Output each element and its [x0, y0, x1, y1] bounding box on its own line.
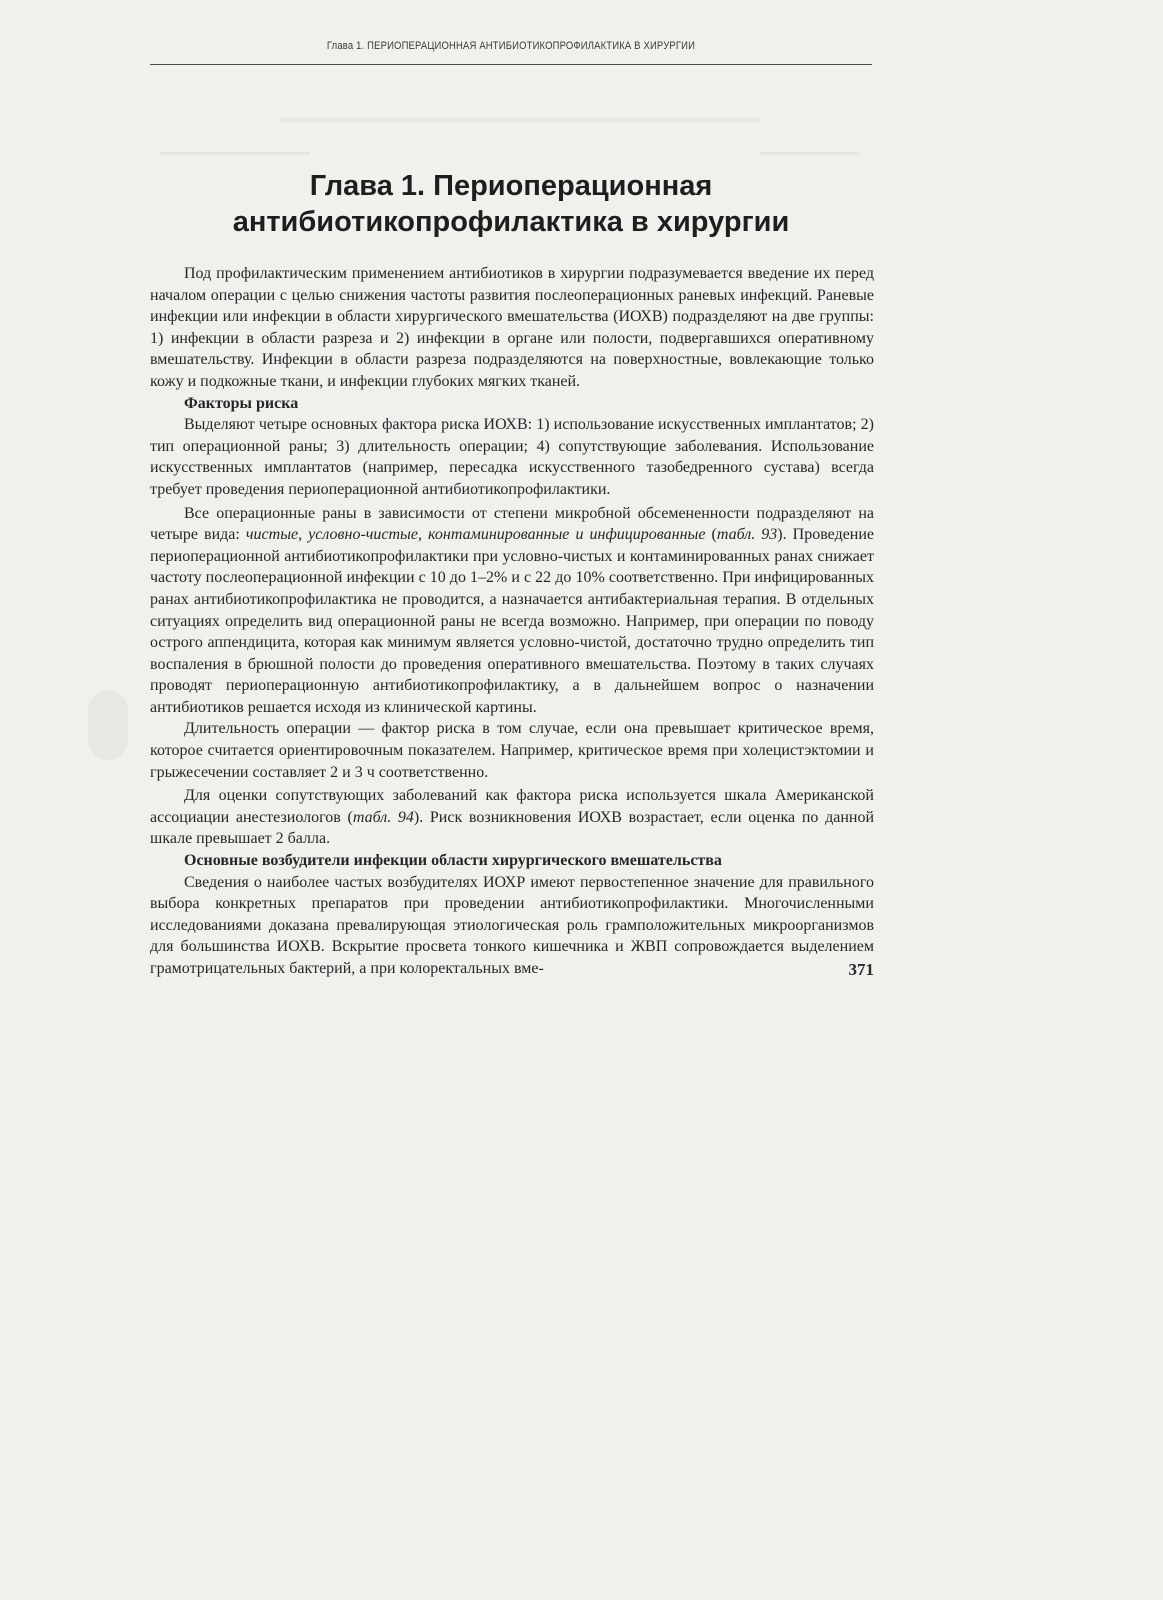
wound-types-text-c: ). Проведение периоперационной антибиотикопрофилактики при условно-чистых и контаминированных ранах снижает частоту послеоперационной инфекции с 10 до 1–2% и с 22 до 10% соответственно. При инфицированных ранах антибиотикопрофилактика не проводится, а назначается антибактериальная терапия. В отдельных ситуациях определить вид операционной раны не всегда возможно. Например, при операции по поводу острого аппендицита, которая как минимум является условно-чистой, достаточно трудно определить тип воспаления в брюшной полости до проведения оперативного вмешательства. Поэтому в таких случаях проводят периоперационную антибиотикопрофилактику, а в дальнейшем вопрос о назначении антибиотиков решается исходя из клинической картины.	[150, 526, 875, 716]
bleed-through-block	[160, 152, 310, 155]
header-rule	[150, 64, 872, 65]
paragraph-wound-types	[150, 503, 874, 719]
wound-types-italic: чистые, условно-чистые, контаминированные и инфицированные	[245, 526, 706, 544]
paragraph-comorbidity	[150, 785, 874, 850]
table-94-reference: табл. 94	[352, 808, 414, 826]
bleed-through-block	[280, 118, 760, 122]
scan-blot	[88, 690, 128, 760]
comorbidity-text-a: Для оценки сопутствующих заболеваний как фактора риска используется шкала Американской ассоциации анестезиологов (	[150, 787, 874, 826]
wound-types-text-b: (	[705, 526, 717, 544]
chapter-title	[150, 168, 872, 240]
paragraph-intro: Под профилактическим применением антибиотиков в хирургии подразумевается введение их перед началом операции с целью снижения частоты развития послеоперационных раневых инфекций. Раневые инфекции или инфекции в области хирургического вмешательства (ИОХВ) подразделяют на две группы: 1) инфекции в области разреза и 2) инфекции в органе или полости, подвергавшихся оперативному вмешательству. Инфекции в области разреза подразделяются на поверхностные, вовлекающие только кожу и подкожные ткани, и инфекции глубоких мягких тканей.	[150, 265, 874, 390]
heading-risk-factors: Факторы риска	[184, 394, 299, 412]
heading-pathogens: Основные возбудители инфекции области хирургического вмешательства	[184, 852, 722, 870]
paragraph-risk-factors: Выделяют четыре основных фактора риска ИОХВ: 1) использование искусственных имплантатов; 2) тип операционной раны; 3) длительность операции; 4) сопутствующие заболевания. Использование искусственных имплантатов (например, пересадка искусственного тазобедренного сустава) всегда требует проведения периоперационной антибиотикопрофилактики.	[150, 416, 874, 498]
table-93-reference: табл. 93	[716, 526, 778, 544]
running-head: Глава 1. ПЕРИОПЕРАЦИОННАЯ АНТИБИОТИКОПРОФИЛАКТИКА В ХИРУРГИИ	[326, 40, 696, 52]
paragraph-pathogens: Сведения о наиболее частых возбудителях ИОХР имеют первостепенное значение для правильного выбора конкретных препаратов при проведении антибиотикопрофилактики. Многочисленными исследованиями доказана превалирующая этиологическая роль грамположительных микроорганизмов для большинства ИОХВ. Вскрытие просвета тонкого кишечника и ЖВП сопровождается выделением грамотрицательных бактерий, а при колоректальных вме-	[150, 873, 874, 977]
wound-types-text-a: Все операционные раны в зависимости от степени микробной обсемененности подразделяют на четыре вида:	[150, 504, 874, 544]
body-text	[150, 263, 874, 980]
chapter-title-line-1: Глава 1. Периоперационная	[309, 170, 713, 202]
page-number: 371	[848, 960, 874, 979]
bleed-through-block	[760, 152, 860, 155]
paragraph-duration: Длительность операции — фактор риска в том случае, если она превышает критическое время, которое считается ориентировочным показателем. Например, критическое время при холецистэктомии и грыжесечении составляет 2 и 3 ч соответственно.	[150, 720, 874, 781]
comorbidity-text-b: ). Риск возникновения ИОХВ возрастает, если оценка по данной шкале превышает 2 балла.	[150, 808, 875, 848]
chapter-title-line-2: антибиотикопрофилактика в хирургии	[232, 206, 790, 238]
